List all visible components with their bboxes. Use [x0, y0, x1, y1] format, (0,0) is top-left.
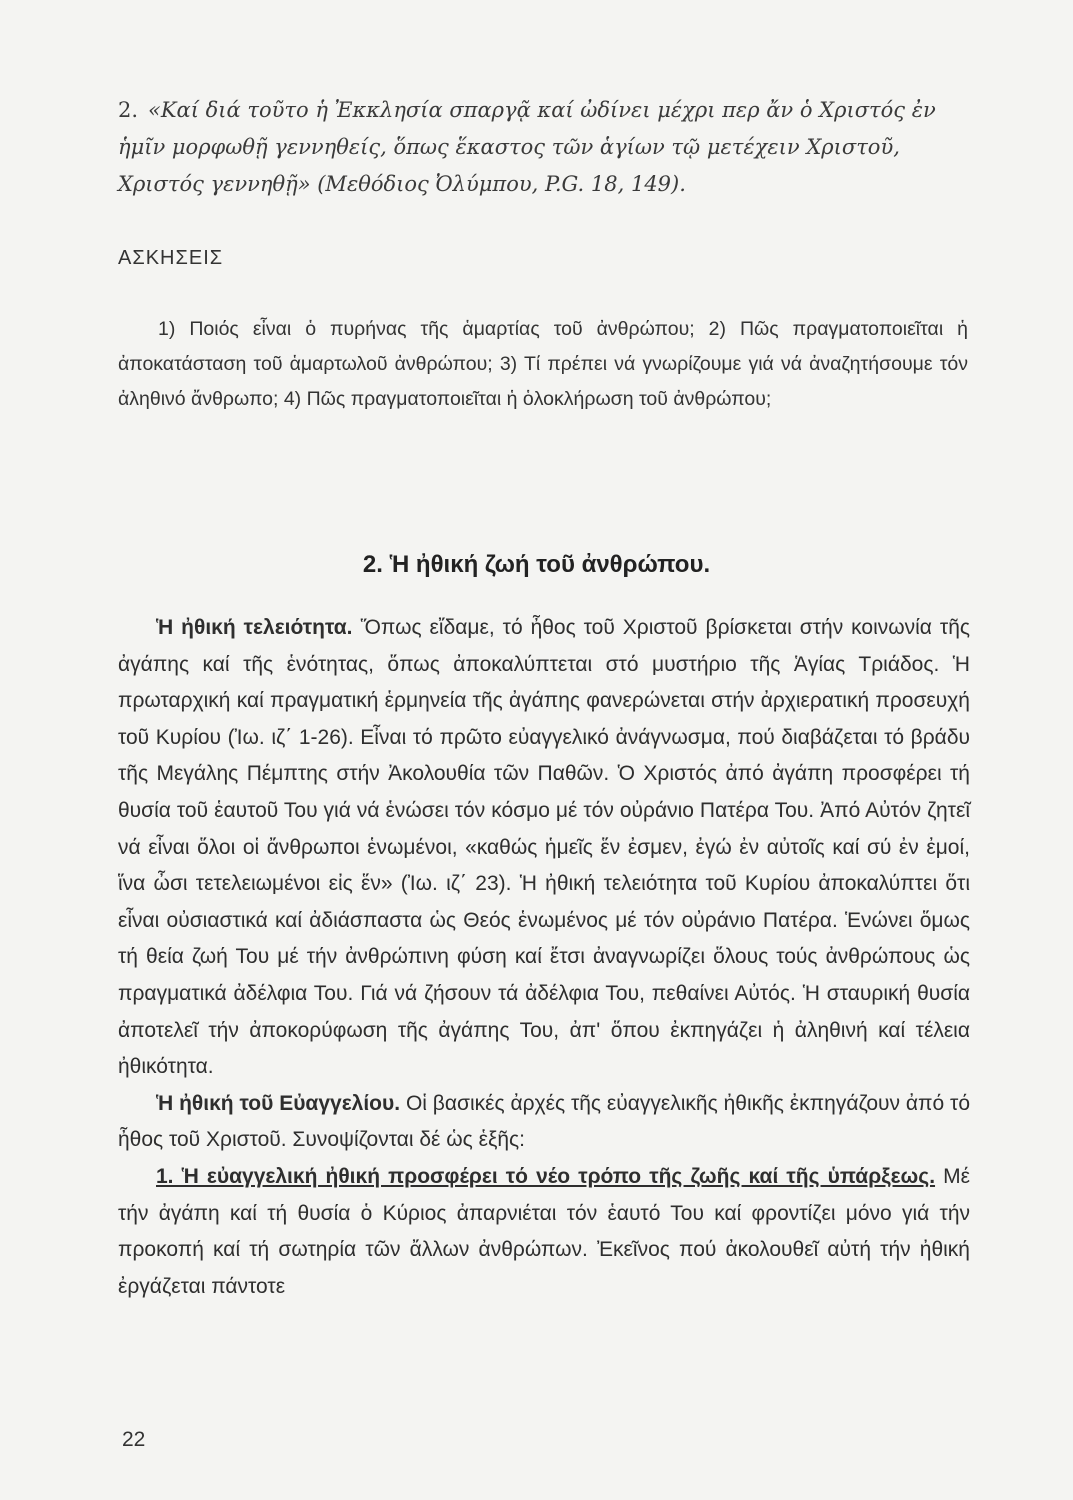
exercises-text [118, 312, 968, 417]
footnote-line-1: 2. «Καί διά τοῦτο ἡ Ἐκκλησία σπαργᾷ καί ὠδίνει μέχρι περ ἄν ὁ Χριστός ἐν [118, 92, 978, 129]
paragraph-text: Μέ τήν ἀγάπη καί τή θυσία ὁ Κύριος ἀπαρνιέται τόν ἑαυτό Του καί φροντίζει μόνο γιά τήν προκοπή καί τή σωτηρία τῶν ἄλλων ἀνθρώπων. Ἐκεῖνος πού ἀκολουθεῖ αὐτή τήν ἠθική ἐργάζεται πάντοτε [118, 1164, 970, 1298]
footnote [118, 92, 978, 203]
footnote-line-2: ἡμῖν μορφωθῇ γεννηθείς, ὅπως ἕκαστος τῶν ἁγίων τῷ μετέχειν Χριστοῦ, [118, 135, 900, 159]
paragraph-lead: Ἡ ἠθική τοῦ Εὐαγγελίου. [156, 1091, 401, 1115]
paragraph-principle-1 [118, 1159, 970, 1305]
paragraph-lead: Ἡ ἠθική τελειότητα. [156, 616, 353, 639]
paragraph-gospel-ethics [118, 1086, 970, 1159]
exercises-heading: ΑΣΚΗΣΕΙΣ [118, 247, 224, 269]
body-text [118, 610, 970, 1305]
footnote-number: 2. [118, 98, 139, 122]
footnote-line-3: Χριστός γεννηθῇ» (Μεθόδιος Ὀλύμπου, P.G. 18, 149). [118, 172, 686, 196]
paragraph-text: Οἱ βασικές ἀρχές τῆς εὐαγγελικῆς ἠθικῆς ἐκπηγάζουν ἀπό τό ἦθος τοῦ Χριστοῦ. Συνοψίζονται δέ ὡς ἑξῆς: [118, 1091, 970, 1152]
paragraph-lead: 1. Ἡ εὐαγγελική ἠθική προσφέρει τό νέο τρόπο τῆς ζωῆς καί τῆς ὑπάρξεως. [156, 1164, 936, 1188]
page-number: 22 [122, 1428, 146, 1451]
exercises-questions: 1) Ποιός εἶναι ὁ πυρήνας τῆς ἁμαρτίας τοῦ ἀνθρώπου; 2) Πῶς πραγματοποιεῖται ἡ ἀποκατάσταση τοῦ ἁμαρτωλοῦ ἀνθρώπου; 3) Τί πρέπει νά γνωρίζουμε γιά νά ἀναζητήσουμε τόν ἀληθινό ἄνθρωπο; 4) Πῶς πραγματοποιεῖται ἡ ὁλοκλήρωση τοῦ ἀνθρώπου; [118, 318, 968, 410]
paragraph-ethical-perfection [118, 610, 970, 1086]
paragraph-text: Ὅπως εἴδαμε, τό ἦθος τοῦ Χριστοῦ βρίσκεται στήν κοινωνία τῆς ἀγάπης καί τῆς ἑνότητας, ὅπως ἀποκαλύπτεται στό μυστήριο τῆς Ἁγίας Τριάδος. Ἡ πρωταρχική καί πραγματική ἑρμηνεία τῆς ἀγάπης φανερώνεται στήν ἀρχιερατική προσευχή τοῦ Κυρίου (Ἰω. ιζ΄ 1-26). Εἶναι τό πρῶτο εὐαγγελικό ἀνάγνωσμα, πού διαβάζεται τό βράδυ τῆς Μεγάλης Πέμπτης στήν Ἀκολουθία τῶν Παθῶν. Ὁ Χριστός ἀπό ἀγάπη προσφέρει τή θυσία τοῦ ἑαυτοῦ Του γιά νά ἑνώσει τόν κόσμο μέ τόν οὐράνιο Πατέρα Του. Ἀπό Αὐτόν ζητεῖ νά εἶναι ὅλοι οἱ ἄνθρωποι ἑνωμένοι, «καθώς ἡμεῖς ἕν ἐσμεν, ἐγώ ἐν αὐτοῖς καί σύ ἐν ἐμοί, ἵνα ὦσι τετελειωμένοι εἰς ἕν» (Ἰω. ιζ΄ 23). Ἡ ἠθική τελειότητα τοῦ Κυρίου ἀποκαλύπτει ὅτι εἶναι οὐσιαστικά καί ἀδιάσπαστα ὡς Θεός ἑνωμένος μέ τόν οὐράνιο Πατέρα. Ἑνώνει ὅμως τή θεία ζωή Του μέ τήν ἀνθρώπινη φύση καί ἔτσι ἀναγνωρίζει ὅλους τούς ἀνθρώπους ὡς πραγματικά ἀδέλφια Του. Γιά νά ζήσουν τά ἀδέλφια Του, πεθαίνει Αὐτός. Ἡ σταυρική θυσία ἀποτελεῖ τήν ἀποκορύφωση τῆς ἀγάπης Του, ἀπ' ὅπου ἐκπηγάζει ἡ ἀληθινή καί τέλεια ἠθικότητα. [118, 616, 970, 1079]
section-title: 2. Ἡ ἠθική ζωή τοῦ ἀνθρώπου. [362, 551, 711, 578]
